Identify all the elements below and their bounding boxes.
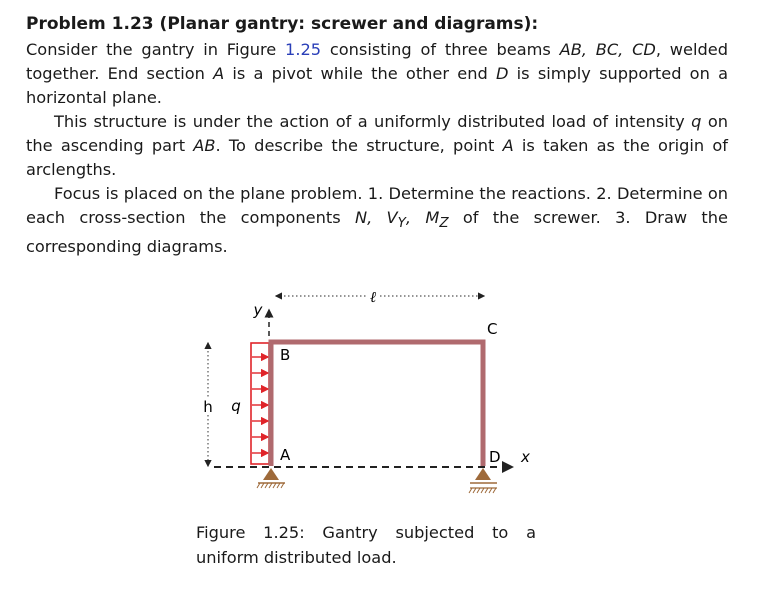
p2-text-a: This structure is under the action of a uniformly distributed load of intensity	[54, 112, 692, 131]
load-box	[251, 343, 269, 464]
p1-text-c: , welded together. End section	[26, 40, 729, 83]
point-a-label: A	[280, 446, 291, 464]
p2-point-a: A	[502, 136, 514, 155]
point-d-label: D	[489, 448, 501, 466]
x-axis-label: x	[521, 448, 530, 466]
p1-point-d: D	[495, 64, 509, 83]
p1-text-a: Consider the gantry in Figure	[26, 40, 286, 59]
p3-sub-y: Y	[397, 215, 406, 232]
p3-comps: N, V	[354, 208, 398, 227]
distributed-load	[251, 343, 269, 464]
y-axis-label: y	[253, 301, 263, 319]
problem-title: Problem 1.23 (Planar gantry: screwer and diagrams):	[26, 14, 539, 34]
p1-text-d: is a pivot while the other end	[224, 64, 496, 83]
p1-text-e: is simply supported on a horizontal plane.	[26, 64, 728, 107]
p2-text-c: . To describe the structure, point	[215, 136, 503, 155]
p2-text-d: is taken as the origin of arclengths.	[26, 136, 728, 179]
p1-point-a: A	[213, 64, 225, 83]
p1-text-b: consisting of three beams	[321, 40, 560, 59]
simple-support-d	[469, 468, 497, 493]
p3-comma-m: , M	[405, 208, 440, 227]
p1-beams: AB, BC, CD	[559, 40, 656, 59]
h-label: h	[203, 398, 213, 416]
p2-text-b: on the ascending part	[26, 112, 728, 155]
point-b-label: B	[280, 346, 291, 364]
p3-text-b: of the screwer. 3. Draw the corresponding diagrams.	[26, 208, 728, 257]
q-label: q	[231, 397, 241, 415]
p2-ab: AB	[193, 136, 216, 155]
p3-sub-z: Z	[439, 215, 449, 232]
figure-link[interactable]: 1.25	[285, 40, 322, 59]
gantry-frame	[271, 342, 483, 466]
pivot-support-a	[257, 468, 285, 488]
p3-text-a: Focus is placed on the plane problem. 1. Determine the reactions. 2. Determine on each cross-section the components	[26, 184, 728, 227]
ell-label: ℓ	[369, 288, 377, 306]
figure-caption: Figure 1.25: Gantry subjected to a uniform distributed load.	[196, 523, 536, 567]
point-c-label: C	[487, 320, 498, 338]
p2-q: q	[691, 112, 702, 131]
